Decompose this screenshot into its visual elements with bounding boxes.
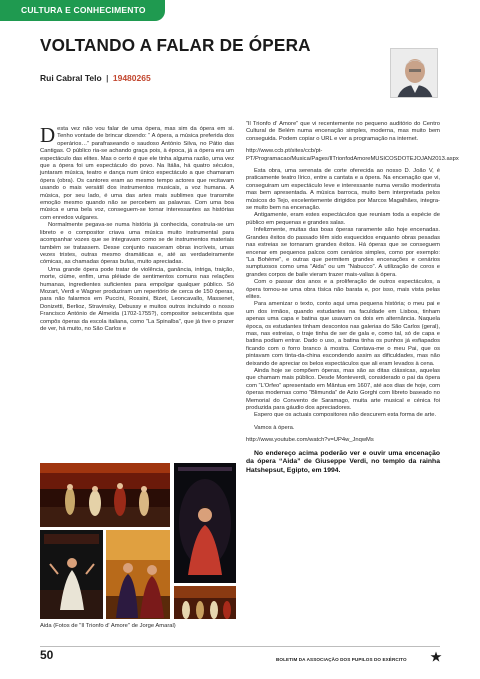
page-number: 50 (40, 648, 54, 662)
paragraph: Espero que os actuais compositores não descurem esta forma de arte. (254, 412, 437, 419)
association-logo-icon (430, 650, 442, 662)
author-number: 19480265 (112, 73, 151, 83)
url-link-ccb[interactable]: http://www.ccb.pt/sites/ccb/pt-PT/Programacao/Musica/Pages/IlTrionfodAmoreMUSICOSDOTEJOJAN2013.aspx (246, 148, 459, 162)
paragraph: Para amenizar o texto, conto aqui uma pequena história; o meu pai e um dos irmãos, quando estudantes na faculdade em Lisboa, tinham apenas uma capa e batina que usavam os dois em alternância. Naquela época, os estudantes tinham descontos nas galerias do São Carlos (geral), mas, nas estreias, o traje tinha de ser de gala e, como tal, só de capa e batina podiam entrar. Dado o uso, a batina tinha os punhos já esfiapados ficando com o forro branco à mostra. Contava-me o meu Pai, que os pintavam com tinta-da-china escondendo assim as dificuldades, mas não deixando de apreciar os belos espectáculos que ali eram levados à cena. (246, 301, 440, 367)
paragraph: Com o passar dos anos e a proliferação de outros espectáculos, a ópera tornou-se uma obra tísica não barata e, por isso, mais vista pelas elites. (246, 279, 440, 300)
article-title: VOLTANDO A FALAR DE ÓPERA (40, 35, 311, 55)
author-line (40, 73, 151, 83)
paragraph: Desta vez não vou falar de uma ópera, mas sim da ópera em si. Tenho vontade de brincar dizendo: “ A ópera, a música preferida dos operários…” parafraseando o saudoso António Silva, no Pátio das Cantigas. O público ria-se achando graça pois, à época, já a ópera era um espectáculo das elites. Mas o certo é que ele tinha alguma razão, uma vez que a ópera foi um espectáculo do povo. Na Itália, há quatro séculos, juntaram música, teatro e dança num único espectáculo a que chamaram ópera (obra). Os cantores eram ao mesmo tempo actores que recitavam usando o mais versátil dos instrumentos musicais, a voz humana. A música, por seu lado, é uma das artes mais sublimes que transmite emoção mesmo quando não se percebem as palavras. Com uma boa música e uma bela voz, conseguem-se tornar interessantes as histórias com enredos vulgares. (40, 123, 234, 221)
opera-photo-duet (106, 530, 170, 619)
opera-photo-singer (174, 463, 236, 583)
closing-note: No endereço acima poderão ver e ouvir uma encenação da ópera “Aida” de Giuseppe Verdi, no templo da rainha Hatshepsut, Egipto, em 1994. (246, 449, 440, 474)
author-portrait (390, 48, 438, 98)
paragraph: Normalmente pegava-se numa história já conhecida, construía-se um libreto e o compositor criava uma música muito instrumental para acompanhar vozes que se integravam como se de instrumentos materiais também se tratassem. Desse conjunto nasceram obras incríveis, umas vezes tristes, outras mesmo dramáticas e, até as verdadeiramente cómicas, as chamadas óperas bufas, muito apreciadas. (40, 222, 234, 266)
paragraph: Ainda hoje se compõem óperas, mas são as ditas clássicas, aquelas que chamam mais público. Desde Monteverdi, considerado o pai da ópera com “L’Orfeo” apresentado em Mântua em 1607, até aos dias de hoje, com óperas modernas como “Blimunda” de Azio Gorghi com libreto baseado no Memorial do Convento de Saramago, muita arte musical e cénica foi produzida para gáudio dos apreciadores. (246, 368, 440, 412)
photo-caption: Aida (Fotos de "Il Trionfo d' Amore" de Jorge Amaral) (40, 623, 176, 629)
paragraph: “Il Trionfo d’ Amore” que vi recentemente no pequeno auditório do Centro Cultural de Belém numa encenação simples, moderna, mas muito bem conseguida. Podem copiar o URL e ver a programação na internet. (246, 121, 440, 142)
paragraph: Vamos à ópera. (254, 424, 295, 431)
opera-photo-dancer (40, 530, 103, 619)
section-label: CULTURA E CONHECIMENTO (21, 5, 146, 15)
paragraph: Infelizmente, muitas das boas óperas raramente são hoje encenadas. Grandes êxitos do passado têm sido esquecidos enquanto obras pesadas nas estreias se tornaram grandes êxitos. Há óperas que se conseguem encenar em pequenos palcos com cenários simples, como por exemplo: “La Bohème”, e outras que permitem grandes encenações e cenários sumptuosos como uma “Aida” ou um “Nabucco”. A utilização de coros e grandes corpos de baile vieram trazer mais-valias à ópera. (246, 227, 440, 278)
right-column (246, 121, 459, 475)
opera-photo-chorus (174, 586, 236, 619)
url-link-youtube[interactable]: http://www.youtube.com/watch?v=UP4w_JnqwMs (246, 437, 374, 444)
author-separator: | (106, 73, 109, 83)
left-column (40, 123, 234, 333)
paragraph: Uma grande ópera pode tratar de violência, ganância, intriga, traição, morte, ciúme, enfim, uma pléiade de sentimentos comuns nas relações humanas, ingredientes suficientes para empolgar qualquer público. Só Mozart, Verdi e Wagner produziram um repertório de cerca de 150 óperas, para não falarmos em Puccini, Rossini, Bizet, Leoncavallo, Massenet, Donizetti, Berlioz, Stravinsky, Debussy e muitos outros incluindo o nosso Francisco António de Almeida (1702-1755?), compositor seiscentista que compôs óperas da escola italiana, como “La Spinalba”, que já tive o prazer de ver, há muito, no São Carlos e (40, 266, 234, 332)
drop-cap: D (40, 123, 56, 147)
footer-divider (40, 646, 440, 647)
paragraph: Antigamente, eram estes espectáculos que reuniam toda a espécie de público em pequenas e grandes salas. (246, 212, 440, 226)
paragraph: Esta obra, uma serenata de corte oferecida ao nosso D. João V, é praticamente teatro lírico, entre a cantata e a ópera. Na encenação que vi, conseguiram um espectáculo leve e interessante numa versão moderinsta mas bem apresentada. A música barroca, muito bem interpretada pelos músicos do Tejo, excelentemente dirigidos por Marcos Magalhães, integra-se muito bem na encenação. (246, 168, 440, 212)
section-tab (0, 0, 165, 21)
author-portrait-image (391, 49, 438, 98)
author-name: Rui Cabral Telo (40, 73, 102, 83)
opera-photo-stage (40, 463, 170, 527)
publication-name: BOLETIM DA ASSOCIAÇÃO DOS PUPILOS DO EXÉRCITO (276, 657, 407, 662)
